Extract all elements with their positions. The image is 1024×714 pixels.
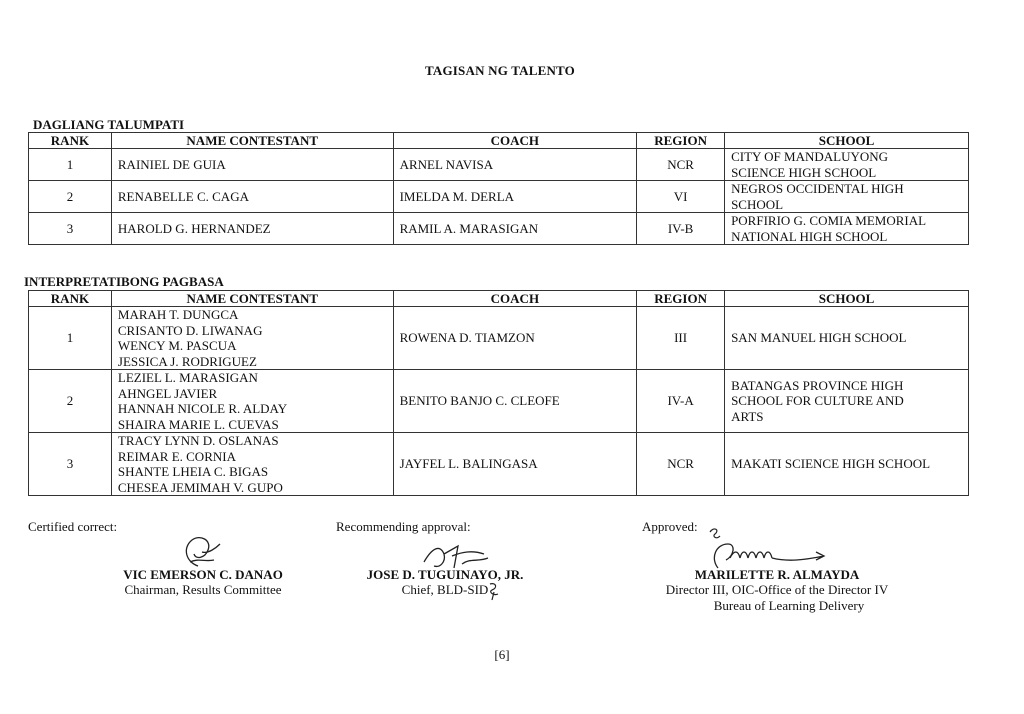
- rank-cell: 3: [29, 213, 112, 245]
- page-number: [6]: [494, 647, 510, 662]
- school-cell: [725, 370, 969, 433]
- school-line: SCHOOL: [731, 196, 784, 212]
- coach-cell: JAYFEL L. BALINGASA: [393, 433, 637, 496]
- certified-label: Certified correct:: [28, 519, 118, 534]
- table-row: [29, 433, 969, 496]
- school-line: SCHOOL FOR CULTURE AND: [731, 393, 904, 409]
- contestant-name: LEZIEL L. MARASIGAN: [117, 370, 258, 385]
- school-cell: [725, 181, 969, 213]
- header-name-contestant: NAME CONTESTANT: [111, 291, 393, 307]
- header-rank: RANK: [29, 133, 112, 149]
- contestant-cell: [111, 307, 393, 370]
- contestant-name: SHAIRA MARIE L. CUEVAS: [117, 416, 279, 432]
- table-row: [29, 181, 969, 213]
- region-cell: NCR: [637, 149, 725, 181]
- school-line: BATANGAS PROVINCE HIGH: [731, 377, 904, 393]
- region-cell: IV-A: [637, 370, 725, 433]
- signatory-position: Chief, BLD-SID: [401, 582, 489, 597]
- school-line: MAKATI SCIENCE HIGH SCHOOL: [731, 456, 931, 472]
- section-title-interpretatibong-pagbasa: INTERPRETATIBONG PAGBASA: [24, 274, 224, 289]
- header-name-contestant: NAME CONTESTANT: [111, 133, 393, 149]
- signature-danao: [168, 532, 228, 568]
- coach-cell: RAMIL A. MARASIGAN: [393, 213, 637, 245]
- school-line: ARTS: [731, 408, 764, 424]
- contestant-name: CHESEA JEMIMAH V. GUPO: [117, 479, 283, 495]
- signatory-name: VIC EMERSON C. DANAO: [123, 567, 283, 582]
- header-school: SCHOOL: [725, 291, 969, 307]
- school-cell: [725, 149, 969, 181]
- rank-cell: 1: [29, 307, 112, 370]
- signatory-name: JOSE D. TUGUINAYO, JR.: [366, 567, 524, 582]
- table-header-row: [29, 133, 969, 149]
- approved-label: Approved:: [642, 519, 698, 534]
- header-coach: COACH: [393, 291, 637, 307]
- rank-cell: 2: [29, 181, 112, 213]
- region-cell: III: [637, 307, 725, 370]
- coach-cell: BENITO BANJO C. CLEOFE: [393, 370, 637, 433]
- signatory-name: MARILETTE R. ALMAYDA: [694, 567, 860, 582]
- contestant-name: RAINIEL DE GUIA: [117, 156, 226, 172]
- table-row: [29, 213, 969, 245]
- contestant-name: SHANTE LHEIA C. BIGAS: [117, 464, 269, 479]
- initials-mark: [486, 580, 502, 602]
- signatory-position: Chairman, Results Committee: [124, 582, 282, 597]
- signatory-position: Director III, OIC-Office of the Director IV: [665, 582, 889, 597]
- region-cell: NCR: [637, 433, 725, 496]
- section-title-dagliang-talumpati: DAGLIANG TALUMPATI: [33, 117, 185, 132]
- contestant-name: AHNGEL JAVIER: [117, 385, 218, 401]
- school-line: CITY OF MANDALUYONG: [731, 149, 889, 164]
- contestant-cell: [111, 370, 393, 433]
- document-title: TAGISAN NG TALENTO: [424, 63, 575, 78]
- rank-cell: 3: [29, 433, 112, 496]
- contestant-cell: [111, 149, 393, 181]
- school-line: SAN MANUEL HIGH SCHOOL: [731, 330, 907, 346]
- school-cell: [725, 433, 969, 496]
- contestant-name: CRISANTO D. LIWANAG: [117, 322, 263, 338]
- table-row: [29, 370, 969, 433]
- rank-cell: 2: [29, 370, 112, 433]
- signatory-office: Bureau of Learning Delivery: [713, 598, 865, 613]
- header-school: SCHOOL: [725, 133, 969, 149]
- header-region: REGION: [637, 133, 725, 149]
- school-line: NATIONAL HIGH SCHOOL: [731, 228, 888, 244]
- table-header-row: [29, 291, 969, 307]
- table-row: [29, 149, 969, 181]
- school-line: SCIENCE HIGH SCHOOL: [731, 164, 877, 180]
- contestant-name: WENCY M. PASCUA: [117, 338, 237, 353]
- recommending-label: Recommending approval:: [336, 519, 471, 534]
- contestant-name: REIMAR E. CORNIA: [117, 448, 236, 464]
- region-cell: VI: [637, 181, 725, 213]
- contestant-name: HANNAH NICOLE R. ALDAY: [117, 401, 288, 416]
- coach-cell: IMELDA M. DERLA: [393, 181, 637, 213]
- contestant-name: RENABELLE C. CAGA: [117, 188, 249, 204]
- contestant-cell: [111, 433, 393, 496]
- region-cell: IV-B: [637, 213, 725, 245]
- school-cell: [725, 213, 969, 245]
- contestant-name: TRACY LYNN D. OSLANAS: [117, 433, 279, 448]
- school-line: PORFIRIO G. COMIA MEMORIAL: [731, 213, 927, 228]
- school-cell: [725, 307, 969, 370]
- contestant-name: HAROLD G. HERNANDEZ: [117, 220, 271, 236]
- contestant-name: JESSICA J. RODRIGUEZ: [117, 353, 257, 369]
- header-coach: COACH: [393, 133, 637, 149]
- header-region: REGION: [637, 291, 725, 307]
- coach-cell: ARNEL NAVISA: [393, 149, 637, 181]
- coach-cell: ROWENA D. TIAMZON: [393, 307, 637, 370]
- contestant-cell: [111, 181, 393, 213]
- contestant-name: MARAH T. DUNGCA: [117, 307, 239, 322]
- rank-cell: 1: [29, 149, 112, 181]
- table-row: [29, 307, 969, 370]
- header-rank: RANK: [29, 291, 112, 307]
- school-line: NEGROS OCCIDENTAL HIGH: [731, 181, 904, 196]
- contestant-cell: [111, 213, 393, 245]
- results-table-dagliang-talumpati: [28, 132, 969, 245]
- results-table-interpretatibong-pagbasa: [28, 290, 969, 496]
